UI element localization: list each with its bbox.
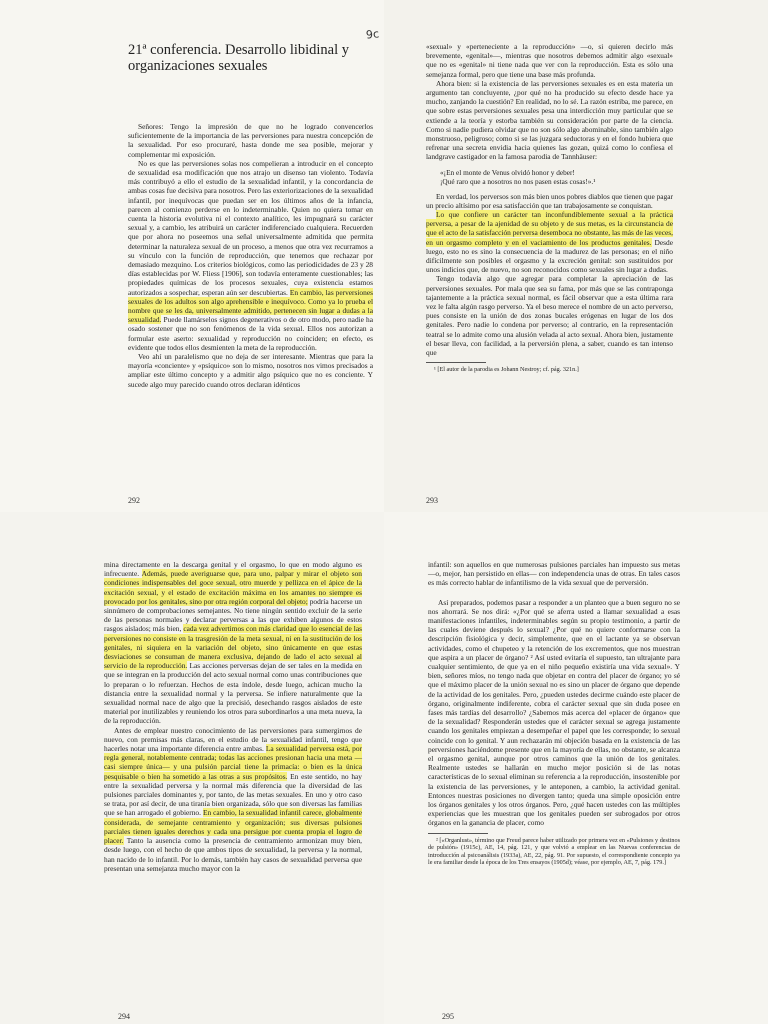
- paragraph: Veo ahí un paralelismo que no deja de ser interesante. Mientras que para la mayoría «conciente» y «psíquico» son lo mismo, nosotros nos vimos precisados a ampliar este último concepto y a admitir algo psíquico que no es conciente. Y sucede algo muy parecido cuando otros declaran idénticos: [128, 352, 373, 389]
- body-text-column: [426, 42, 673, 374]
- verse-quote: [440, 168, 673, 186]
- page-293: [384, 0, 768, 512]
- page-number: 295: [442, 1012, 454, 1021]
- footnote: ² [«Organlust», término que Freud parece haber utilizado por primera vez en «Pulsiones y destinos de pulsión» (1915c), AE, 14, pág. 121, y que volvió a emplear en las Nuevas conferencias de introducción al psicoanálisis (1933a), AE, 22, pág. 91. Por supuesto, el correspondiente concepto ya le era familiar desde la época de los Tres ensayos (1905d); véase, por ejemplo, AE, 7, pág. 179.]: [428, 836, 680, 867]
- page-number: 293: [426, 496, 438, 505]
- paragraph: En verdad, los perversos son más bien unos pobres diablos que tienen que pagar un precio altísimo por esa satisfacción que tan trabajosamente se conquistan.: [426, 191, 673, 210]
- verse-line: «¡En el monte de Venus olvidó honor y deber!: [440, 167, 575, 177]
- paragraph: Lo que confiere un carácter tan inconfundiblemente sexual a la práctica perversa, a pesar de la ajenidad de su objeto y de sus metas, es la circunstancia de que el acto de la satisfacción perversa desemboca no obstante, las más de las veces, en un orgasmo completo y en el vaciamiento de los productos genitales. Desde luego, esto no es sino la consecuencia de la madurez de las personas; en el niño difícilmente son posibles el orgasmo y la excreción genital: son sustituidos por unos indicios que, de nuevo, no son reconocidos como sexuales sin lugar a dudas.: [426, 210, 673, 275]
- verse-line: ¡Qué raro que a nosotros no nos pasen estas cosas!».¹: [440, 176, 596, 186]
- paragraph: «sexual» y «perteneciente a la reproducción» —o, si quieren decirlo más brevemente, «genital»—, mientras que nosotros debemos admitir algo «sexual» que no es «genital» ni tiene nada que ver con la reproducción. Esta es sólo una semejanza formal, pero que tiene una base más profunda.: [426, 42, 673, 79]
- paragraph: No es que las perversiones solas nos compelieran a introducir en el concepto de sexualidad esa modificación que nos atrajo un disenso tan violento. Todavía más contribuyó a ello el estudio de la sexualidad infantil, y la concordancia de ambas cosas fue decisiva para nosotros. Pero las exteriorizaciones de la sexualidad infantil, por inequívocas que puedan ser en los últimos años de la infancia, parecen al comienzo perderse en lo indeterminable. Quien no quiera tomar en cuenta la historia evolutiva ni el contexto analítico, les impugnará su carácter sexual y, a cambio, les atribuirá un carácter indiferenciado cualquiera. Recuerden que por ahora no poseemos una señal universalmente admitida que permita determinar la naturaleza sexual de un proceso, a menos que otra vez recurramos a su vínculo con la función de reproducción, que tenemos que rechazar por demasiado mezquino. Los criterios biológicos, como las periodicidades de 23 y 28 días establecidas por W. Fliess [1906], son todavía enteramente cuestionables; las propiedades químicas de los procesos sexuales, cuya existencia estamos autorizados a sospechar, esperan aún ser descubiertas. En cambio, las perversiones sexuales de los adultos son algo aprehensible e inequívoco. Como ya lo prueba el nombre que se les da, universalmente admitido, pertenecen sin lugar a dudas a la sexualidad. Puede llamárselos signos degenerativos o de otro modo, pero nadie ha osado sostener que no son fenómenos de la vida sexual. Ellos nos autorizan a formular este aserto: sexualidad y reproducción no coinciden; en efecto, es evidente que todos ellos desmienten la meta de la reproducción.: [128, 158, 373, 352]
- page-295: [384, 512, 768, 1024]
- highlighted-text: cada vez advertimos con más claridad que lo esencial de las perversiones no consiste en la trasgresión de la meta sexual, ni en la sustitución de los genitales, ni siquiera en la variación del objeto, sino únicamente en que estas desviaciones se consuman de manera exclusiva, dejando de lado el acto sexual al servicio de la reproducción.: [104, 624, 362, 671]
- footnote-rule: [426, 362, 486, 363]
- page-294: [0, 512, 384, 1024]
- paragraph: mina directamente en la descarga genital y el orgasmo, lo que en modo alguno es infrecuente. Además, puede averiguarse que, para uno, palpar y mirar el objeto son condiciones indispensables del goce sexual, otro muerde y pellizca en el ápice de la excitación sexual, y el estado de excitación máxima en los amantes no siempre es provocado por los genitales, sino por otra región corporal del objeto; podría hacerse un sinnúmero de comprobaciones semejantes. No tiene ningún sentido excluir de la serie de las personas normales y declarar perversas a las que exhiben algunos de estos rasgos aislados; más bien, cada vez advertimos con más claridad que lo esencial de las perversiones no consiste en la trasgresión de la meta sexual, ni en la sustitución de los genitales, ni siquiera en la variación del objeto, sino únicamente en que estas desviaciones se consuman de manera exclusiva, dejando de lado el acto sexual al servicio de la reproducción. Las acciones perversas dejan de ser tales en la medida en que se integran en la producción del acto sexual normal como unas contribuciones que lo preparan o lo refuerzan. Hechos de esta índole, desde luego, achican mucho la distancia entre la sexualidad normal y la perversa. Se infiere naturalmente que la sexualidad normal nace de algo que la precisió, desechando rasgos aislados de este material por inutilizables y reuniendo los otros para subordinarlos a una meta nueva, la de la reproducción.: [104, 560, 363, 726]
- paragraph: infantil: son aquellos en que numerosas pulsiones parciales han impuesto sus metas —o, mejor, han persistido en ellas— con independencia unas de otras. En tales casos es más correcto hablar de infantilismo de la vida sexual que de perversión.: [428, 560, 680, 588]
- highlighted-text: Lo que confiere un carácter tan inconfundiblemente sexual a la práctica perversa, a pesar de la ajenidad de su objeto y de sus metas, es la circunstancia de que el acto de la satisfacción perversa desemboca no obstante, las más de las veces, en un orgasmo completo y en el vaciamiento de los productos genitales.: [426, 210, 673, 247]
- highlighted-text: Además, puede averiguarse que, para uno, palpar y mirar el objeto son condiciones indispensables del goce sexual, otro muerde y pellizca en el ápice de la excitación sexual, y el estado de excitación máxima en los amantes no siempre es provocado por los genitales, sino por otra región corporal del objeto;: [104, 569, 362, 606]
- highlighted-text: En cambio, la sexualidad infantil carece, globalmente considerada, de semejante centramiento y organización; sus diversas pulsiones parciales tienen iguales derechos y cada una persigue por cuenta propia el logro de placer.: [104, 808, 362, 846]
- handwritten-note: 9c: [365, 27, 380, 42]
- paragraph: Antes de emplear nuestro conocimiento de las perversiones para sumergirnos de nuevo, con premisas más claras, en el estudio de la sexualidad infantil, tengo que hacerles notar una importante diferencia entre ambas. La sexualidad perversa está, por regla general, notablemente centrada; todas las acciones presionan hacia una meta —casi siempre única— y una pulsión parcial tiene la primacía: o bien es la única pesquisable o bien ha sometido a las otras a sus propósitos. En este sentido, no hay entre la sexualidad perversa y la normal más diferencia que la diversidad de las pulsiones parciales dominantes y, por tanto, de las metas sexuales. En uno y otro caso se trata, por así decir, de una tiranía bien organizada, sólo que son diversas las familias que se han arrogado el gobierno. En cambio, la sexualidad infantil carece, globalmente considerada, de semejante centramiento y organización; sus diversas pulsiones parciales tienen iguales derechos y cada una persigue por cuenta propia el logro de placer. Tanto la ausencia como la presencia de centramiento armonizan muy bien, desde luego, con el hecho de que ambos tipos de sexualidad, la perversa y la normal, han nacido de lo infantil. Por lo demás, también hay casos de sexualidad perversa que presentan una semejanza mucho mayor con la: [104, 725, 362, 873]
- paragraph: Señores: Tengo la impresión de que no he logrado convencerlos suficientemente de la importancia de las perversiones para nuestra concepción de la sexualidad. Por eso procuraré, hasta donde me sea posible, mejorar y complementar mi exposición.: [128, 122, 373, 159]
- page-number: 294: [118, 1012, 130, 1021]
- page-number: 292: [128, 496, 140, 505]
- page-292: [0, 0, 384, 512]
- chapter-title: 21ª conferencia. Desarrollo libidinal y organizaciones sexuales: [128, 42, 350, 74]
- body-text-column: [104, 560, 362, 873]
- paragraph: Ahora bien: si la existencia de las perversiones sexuales es en esta materia un argumento tan concluyente, ¿por qué no ha producido su efecto desde hace ya mucho, zanjando la cuestión? En realidad, no lo sé. La razón estriba, me parece, en que sobre estas perversiones sexuales pesa una interdicción muy particular que se extiende a la teoría y estorba también su consideración por parte de la ciencia. Como si nadie pudiera olvidar que no son sólo algo abominable, sino también algo monstruoso, peligroso; como si se las juzgara seductoras y en el fondo hubiera que refrenar una secreta envidia hacia quienes las gozan, quizá como lo confiesa el landgrave castigador en la famosa parodia de Tannhäuser:: [426, 78, 673, 162]
- paragraph: Tengo todavía algo que agregar para completar la apreciación de las perversiones sexuales. Por mala que sea su fama, por más que se las contraponga tajantemente a la práctica sexual normal, es fácil observar que a esta última rara vez le falta algún rasgo perverso. Ya el beso merece el nombre de un acto perverso, pues consiste en la unión de dos zonas bucales erógenas en lugar de los dos genitales. Pero nadie lo condena por perverso; al contrario, en la representación teatral se lo admite como una alusión velada al acto sexual. Ahora bien, justamente el besar lleva, con facilidad, a la perversión plena, a saber, cuando es tan intenso que: [426, 274, 673, 358]
- body-text-column: [128, 122, 373, 389]
- body-text-column: [428, 560, 680, 867]
- paragraph: Así preparados, podemos pasar a responder a un planteo que a buen seguro no se nos ahorrará. Se nos dirá: «¿Por qué se aferra usted a llamar sexualidad a esas manifestaciones infantiles, indeterminables según su propio testimonio, a partir de las cuales deviene después lo sexual? ¿Por qué no quiere conformarse con la descripción fisiológica y decir, simplemente, que en el lactante ya se observan actividades, como el chupeteo y la retención de los excrementos, que nos muestran que aspira a un placer de órgano? ² Así usted evitaría el supuesto, tan ultrajante para cualquier sentimiento, de que ya en el niño pequeño existiría una vida sexual». Y bien, señores míos, no tengo nada que objetar en contra del placer de órgano; yo sé que el máximo placer de la unión sexual no es sino un placer de órgano que depende de la actividad de los genitales. Pero, ¿pueden ustedes decirme cuándo este placer de órgano, originalmente indiferente, cobra el carácter sexual que sin duda posee en fases más tardías del desarrollo? ¿Sabemos más acerca del «placer de órgano» que de la sexualidad? Responderán ustedes que el carácter sexual se agrega justamente cuando los genitales empiezan a desempeñar el papel que les corresponde; lo sexual coincide con lo genital. Y aun rechazarán mi objeción basada en la existencia de las perversiones haciéndome presente que en la mayoría de ellas, no obstante, se alcanza el orgasmo genital, aunque por otros caminos que la unión de los genitales. Realmente ustedes se hallarán en mucho mejor posición si de las notas características de lo sexual eliminan su referencia a la reproducción, insostenible por la existencia de las perversiones, y le anteponen, a cambio, la actividad genital. Entonces nuestras posiciones no divergen tanto; queda una simple oposición entre los órganos genitales y los otros órganos. Pero, ¿qué hacen ustedes con las múltiples experiencias que les muestran que los genitales pueden ser subrogados por otros órganos en la ganancia de placer, como: [428, 597, 680, 828]
- footnote-rule: [428, 833, 488, 834]
- footnote: ¹ [El autor de la parodia es Johann Nestroy; cf. pág. 321n.]: [434, 366, 579, 374]
- highlighted-text: La sexualidad perversa está, por regla general, notablemente centrada; todas las acciones presionan hacia una meta —casi siempre única— y una pulsión parcial tiene la primacía: o bien es la única pesquisable o bien ha sometido a las otras a sus propósitos.: [104, 744, 362, 781]
- highlighted-text: En cambio, las perversiones sexuales de los adultos son algo aprehensible e inequívoco. Como ya lo prueba el nombre que se les da, universalmente admitido, pertenecen sin lugar a dudas a la sexualidad.: [128, 287, 373, 325]
